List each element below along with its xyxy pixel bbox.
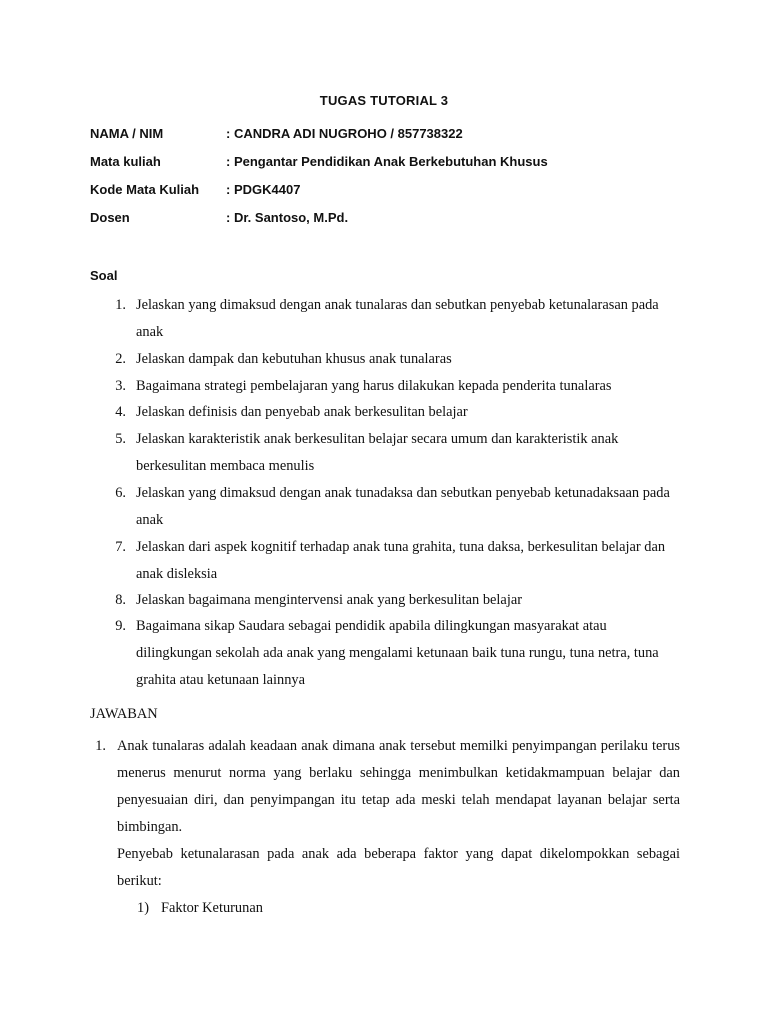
question-text: Jelaskan definisis dan penyebab anak berkesulitan belajar <box>136 404 468 420</box>
info-value: : Pengantar Pendidikan Anak Berkebutuhan Khusus <box>226 154 548 169</box>
question-number: 5. <box>115 431 126 447</box>
answer-item <box>90 733 680 895</box>
question-number: 1. <box>115 297 126 313</box>
question-text: Bagaimana sikap Saudara sebagai pendidik apabila dilingkungan masyarakat atau dilingkungan sekolah ada anak yang mengalami ketunaan baik tuna rungu, tuna netra, tuna grahita atau ketunaan lainnya <box>136 618 659 688</box>
info-label: Dosen <box>90 210 130 225</box>
question-text: Jelaskan bagaimana mengintervensi anak yang berkesulitan belajar <box>136 592 522 608</box>
question-item <box>110 292 670 346</box>
question-text: Jelaskan yang dimaksud dengan anak tunalaras dan sebutkan penyebab ketunalarasan pada anak <box>136 297 659 340</box>
question-number: 3. <box>115 378 126 394</box>
sub-item-text: Faktor Keturunan <box>161 900 263 916</box>
question-item <box>110 426 670 480</box>
info-label: NAMA / NIM <box>90 126 164 141</box>
question-text: Bagaimana strategi pembelajaran yang harus dilakukan kepada penderita tunalaras <box>136 378 612 394</box>
question-item <box>110 399 670 426</box>
question-item <box>110 534 670 588</box>
question-item <box>110 346 670 373</box>
jawaban-heading: JAWABAN <box>90 706 158 722</box>
question-number: 8. <box>115 592 126 608</box>
info-value: : PDGK4407 <box>226 182 301 197</box>
question-item <box>110 587 670 614</box>
question-number: 6. <box>115 485 126 501</box>
soal-heading: Soal <box>90 268 118 283</box>
question-number: 9. <box>115 618 126 634</box>
info-value: : CANDRA ADI NUGROHO / 857738322 <box>226 126 463 141</box>
question-text: Jelaskan dampak dan kebutuhan khusus anak tunalaras <box>136 351 452 367</box>
question-item <box>110 480 670 534</box>
info-label: Kode Mata Kuliah <box>90 182 200 197</box>
question-text: Jelaskan yang dimaksud dengan anak tunadaksa dan sebutkan penyebab ketunadaksaan pada anak <box>136 485 670 528</box>
document-title: TUGAS TUTORIAL 3 <box>319 93 449 108</box>
question-item <box>110 613 670 694</box>
question-number: 7. <box>115 539 126 555</box>
question-number: 4. <box>115 404 126 420</box>
question-number: 2. <box>115 351 126 367</box>
question-text: Jelaskan dari aspek kognitif terhadap anak tuna grahita, tuna daksa, berkesulitan belajar dan anak disleksia <box>136 539 666 582</box>
info-value: : Dr. Santoso, M.Pd. <box>226 210 349 225</box>
question-text: Jelaskan karakteristik anak berkesulitan belajar secara umum dan karakteristik anak berkesulitan membaca menulis <box>136 431 619 474</box>
sub-item-number: 1) <box>137 900 149 916</box>
answer-paragraph: Anak tunalaras adalah keadaan anak dimana anak tersebut memilki penyimpangan perilaku terus menerus menurut norma yang berlaku sehingga menimbulkan ketidakmampuan belajar dan penyesuaian diri, dan penyimpangan itu tetap ada meski telah mendapat layanan belajar serta bimbingan. <box>117 738 680 835</box>
answer-paragraph: Penyebab ketunalarasan pada anak ada beberapa faktor yang dapat dikelompokkan sebagai berikut: <box>117 846 680 889</box>
answer-number: 1. <box>95 738 106 754</box>
answer-sub-item <box>137 895 263 922</box>
info-label: Mata kuliah <box>90 154 161 169</box>
question-item <box>110 373 670 400</box>
